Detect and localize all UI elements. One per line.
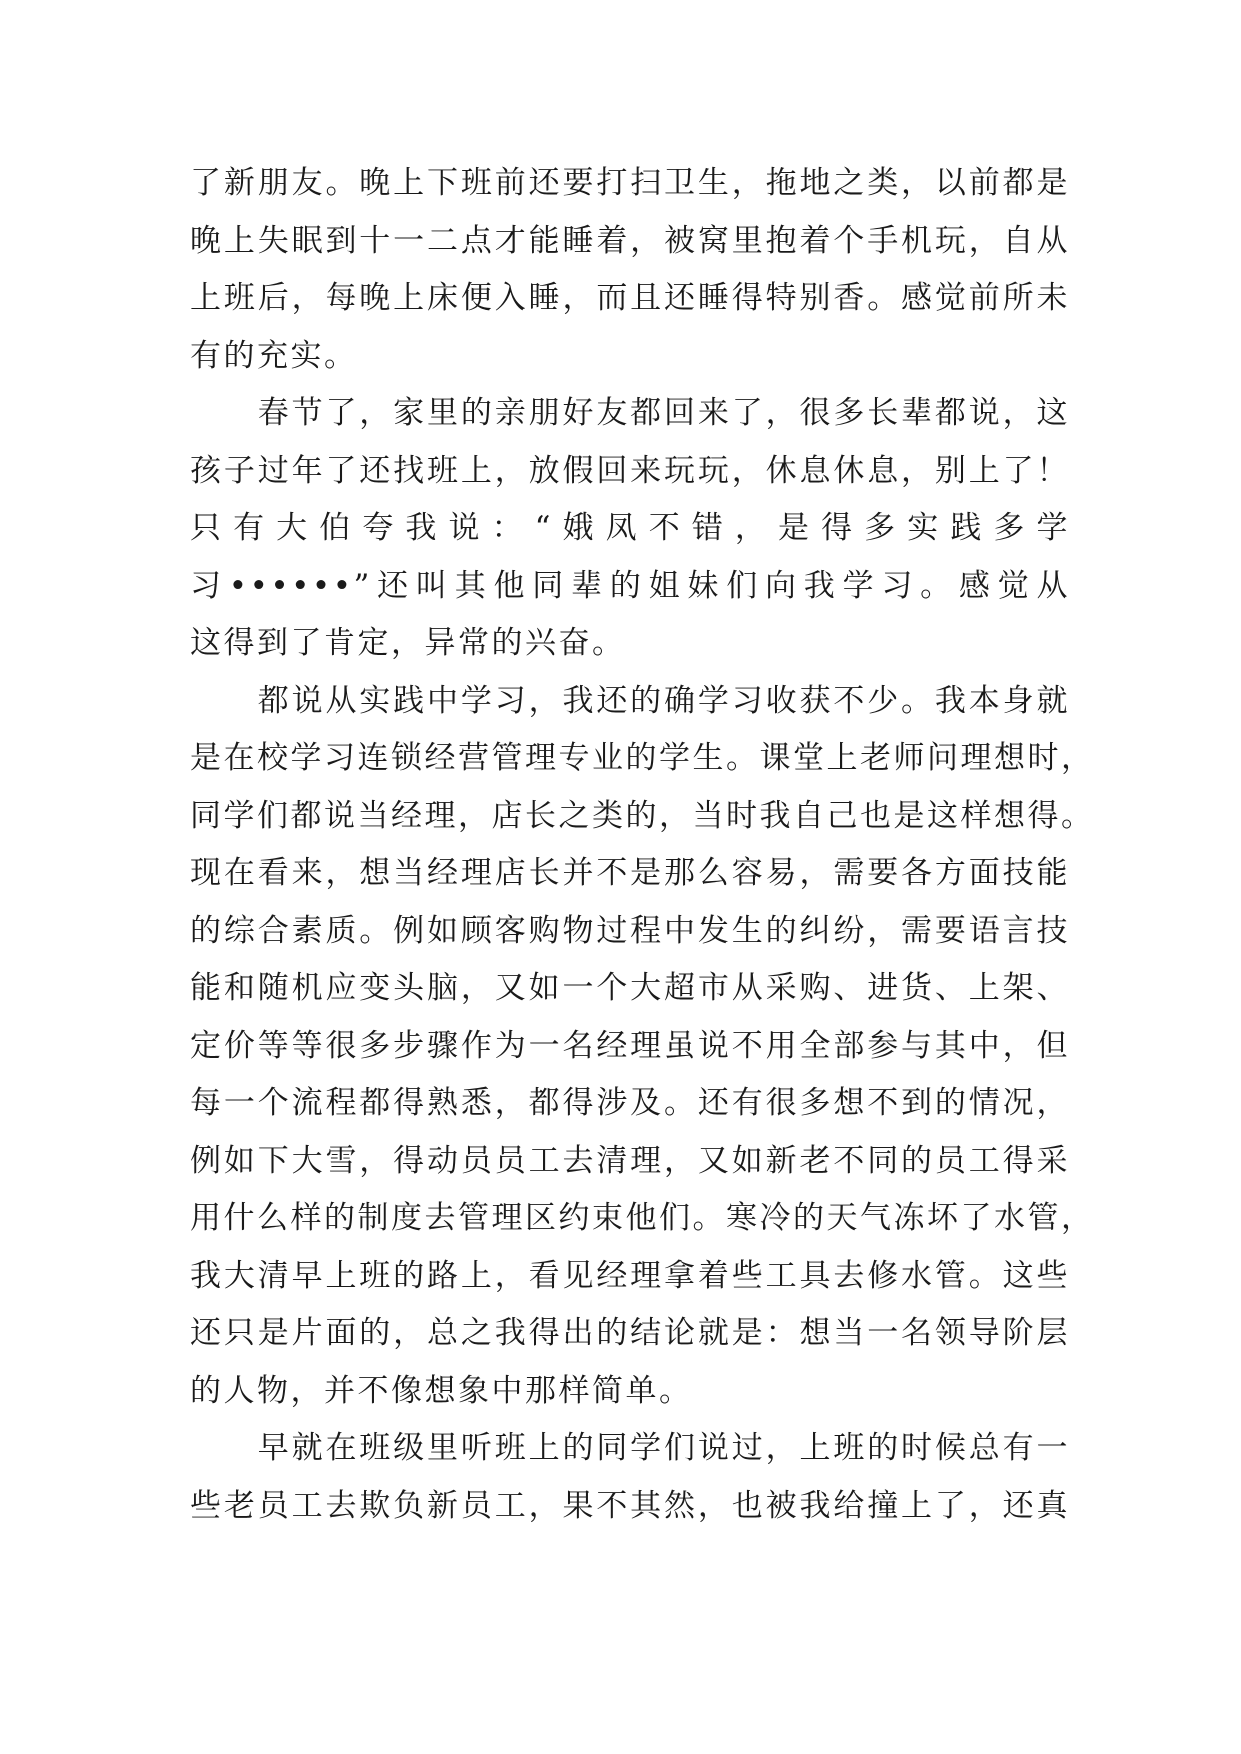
text-line: 例如下大雪，得动员员工去清理，又如新老不同的员工得采 (190, 1142, 1070, 1179)
text-line: 能和随机应变头脑，又如一个大超市从采购、进货、上架、 (190, 970, 1070, 1006)
text-line: 有的充实。 (190, 337, 358, 374)
text-line: 的人物，并不像想象中那样简单。 (190, 1372, 693, 1409)
text-line: 孩子过年了还找班上，放假回来玩玩，休息休息，别上了！ (190, 452, 1070, 489)
text-line: 现在看来，想当经理店长并不是那么容易，需要各方面技能 (190, 855, 1070, 891)
text-line: 了新朋友。晚上下班前还要打扫卫生，拖地之类，以前都是 (190, 165, 1070, 201)
text-line: 习••••••”还叫其他同辈的姐妹们向我学习。感觉从 (190, 567, 1070, 604)
text-line: 是在校学习连锁经营管理专业的学生。课堂上老师问理想时， (190, 740, 1095, 776)
text-line: 早就在班级里听班上的同学们说过，上班的时候总有一 (190, 1430, 1070, 1466)
text-line: 定价等等很多步骤作为一名经理虽说不用全部参与其中，但 (190, 1027, 1070, 1064)
text-line: 些老员工去欺负新员工，果不其然，也被我给撞上了，还真 (190, 1487, 1070, 1524)
text-line: 晚上失眠到十一二点才能睡着，被窝里抱着个手机玩，自从 (190, 222, 1070, 259)
text-line: 的综合素质。例如顾客购物过程中发生的纠纷，需要语言技 (190, 912, 1070, 949)
document-body (190, 155, 1095, 1535)
text-line: 还只是片面的，总之我得出的结论就是：想当一名领导阶层 (190, 1315, 1070, 1351)
text-line: 春节了，家里的亲朋好友都回来了，很多长辈都说，这 (190, 395, 1070, 431)
text-line: 这得到了肯定，异常的兴奋。 (190, 625, 626, 661)
text-line: 同学们都说当经理，店长之类的，当时我自己也是这样想得。 (190, 797, 1095, 834)
text-line: 都说从实践中学习，我还的确学习收获不少。我本身就 (190, 682, 1070, 719)
text-line: 每一个流程都得熟悉，都得涉及。还有很多想不到的情况， (190, 1085, 1070, 1121)
text-line: 用什么样的制度去管理区约束他们。寒冷的天气冻坏了水管， (190, 1200, 1095, 1236)
text-line: 只有大伯夸我说：“娥凤不错，是得多实践多学 (190, 510, 1070, 546)
text-line: 上班后，每晚上床便入睡，而且还睡得特别香。感觉前所未 (190, 280, 1070, 316)
text-line: 我大清早上班的路上，看见经理拿着些工具去修水管。这些 (190, 1257, 1070, 1294)
